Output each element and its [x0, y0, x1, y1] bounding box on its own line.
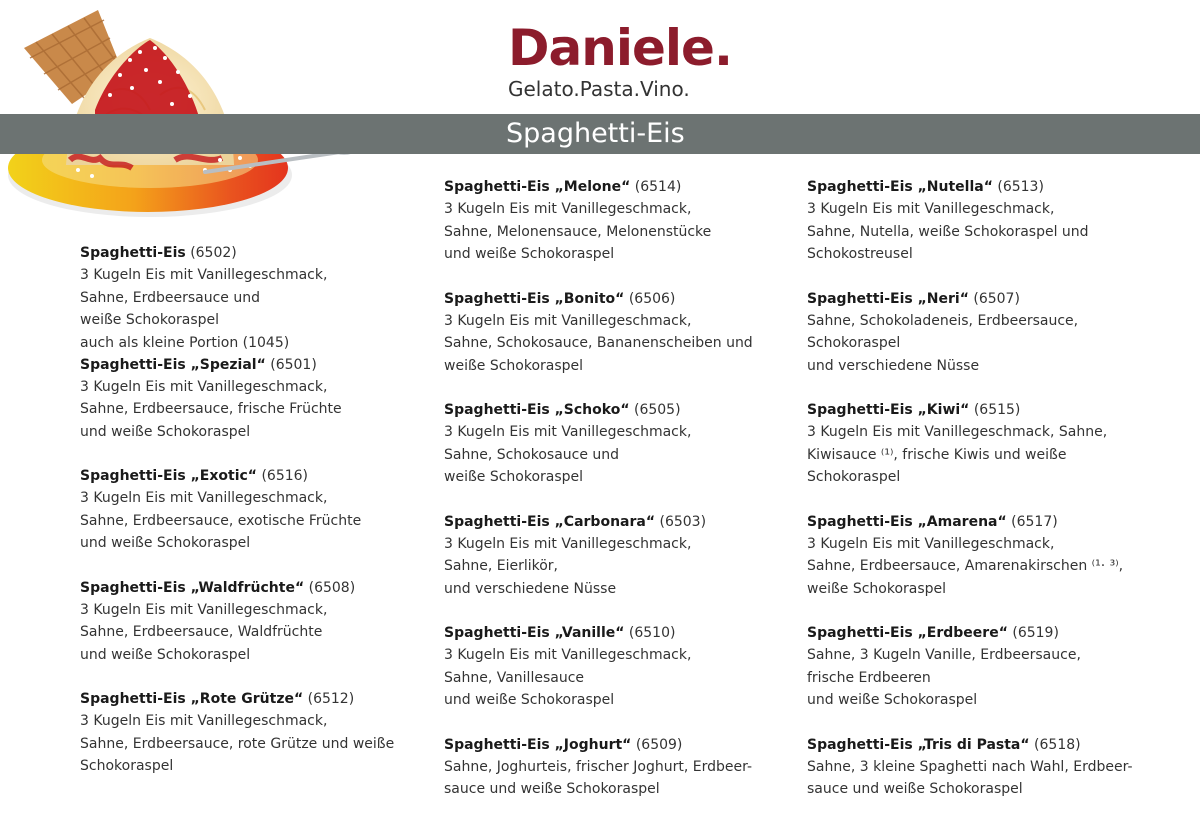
menu-item-description-line: 3 Kugeln Eis mit Vanillegeschmack,	[444, 201, 692, 218]
menu-item-code: (6509)	[635, 736, 683, 753]
menu-item-description-line: weiße Schokoraspel	[444, 357, 584, 374]
menu-item-code: (6501)	[270, 356, 317, 373]
menu-item	[80, 688, 425, 800]
menu-item-description-line: Sahne, Erdbeersauce, rote Grütze und weiße	[80, 735, 395, 752]
menu-item-name: Spaghetti-Eis	[80, 245, 186, 261]
menu-item-description-line: 3 Kugeln Eis mit Vanillegeschmack,	[80, 713, 328, 730]
menu-item-description-line: Sahne, Erdbeersauce, exotische Früchte	[80, 512, 362, 529]
menu-item	[444, 511, 789, 623]
menu-item	[807, 399, 1152, 511]
menu-item-description-line: Sahne, Erdbeersauce, Waldfrüchte	[80, 624, 323, 641]
menu-item-description-line: weiße Schokoraspel	[807, 580, 947, 597]
menu-item-description-line: Sahne, Melonensauce, Melonenstücke	[444, 223, 712, 240]
menu-item-description-line: 3 Kugeln Eis mit Vanillegeschmack,	[444, 312, 692, 329]
menu-item-name: Spaghetti-Eis „Carbonara“	[444, 513, 656, 530]
menu-item-name: Spaghetti-Eis „Exotic“	[80, 468, 258, 484]
menu-item-description-line: sauce und weiße Schokoraspel	[444, 781, 660, 798]
menu-item-description-line: Sahne, Erdbeersauce und	[80, 289, 260, 306]
menu-item-description-line: und weiße Schokoraspel	[80, 535, 251, 552]
menu-item-description-line: sauce und weiße Schokoraspel	[807, 781, 1023, 798]
menu-item	[807, 511, 1152, 623]
menu-item	[444, 288, 789, 400]
menu-item-description-line: 3 Kugeln Eis mit Vanillegeschmack,	[807, 201, 1055, 218]
menu-item-code: (6515)	[973, 402, 1021, 418]
menu-item-description-line: 3 Kugeln Eis mit Vanillegeschmack,	[444, 535, 692, 552]
menu-item	[807, 288, 1152, 400]
menu-item-description-line: 3 Kugeln Eis mit Vanillegeschmack, Sahne,	[807, 424, 1108, 441]
menu-item-name: Spaghetti-Eis „Bonito“	[444, 290, 625, 307]
menu-item-name: Spaghetti-Eis „Nutella“	[807, 179, 993, 195]
menu-column-3	[807, 176, 1152, 830]
menu-item-name: Spaghetti-Eis „Rote Grütze“	[80, 691, 304, 707]
menu-item-description-line: 3 Kugeln Eis mit Vanillegeschmack,	[80, 490, 328, 507]
menu-item-description-line: Sahne, Nutella, weiße Schokoraspel und	[807, 223, 1089, 240]
menu-item-code: (6512)	[307, 691, 355, 707]
menu-item-description-line: Sahne, Schokosauce, Bananenscheiben und	[444, 335, 753, 352]
menu-item-code: (6508)	[308, 579, 356, 596]
menu-item-description-line: Sahne, Vanillesauce	[444, 669, 585, 686]
menu-item-description-line: Sahne, Schokosauce und	[444, 446, 620, 463]
menu-item-description-line: Sahne, Schokoladeneis, Erdbeersauce,	[807, 312, 1079, 329]
menu-item	[444, 176, 789, 288]
menu-item-name: Spaghetti-Eis „Tris di Pasta“	[807, 736, 1030, 753]
menu-item-description-line: 3 Kugeln Eis mit Vanillegeschmack,	[444, 647, 692, 664]
menu-item	[807, 176, 1152, 288]
menu-item-description-line: und weiße Schokoraspel	[444, 246, 615, 263]
menu-item-name: Spaghetti-Eis „Kiwi“	[807, 402, 970, 418]
menu-item-description-line: Schokoraspel	[807, 469, 901, 486]
menu-item-description-line: Kiwisauce ⁽¹⁾, frische Kiwis und weiße	[807, 446, 1067, 463]
menu-column-2	[444, 176, 789, 830]
menu-item-description-line: Sahne, Erdbeersauce, frische Früchte	[80, 401, 342, 418]
menu-item-description-line: 3 Kugeln Eis mit Vanillegeschmack,	[80, 267, 328, 284]
menu-column-1	[80, 242, 425, 800]
menu-item	[444, 734, 789, 830]
menu-item-name: Spaghetti-Eis „Erdbeere“	[807, 625, 1008, 641]
menu-item-code: (6507)	[973, 290, 1020, 307]
menu-item	[444, 622, 789, 734]
menu-item-code: (6516)	[261, 468, 309, 484]
menu-item-description-line: frische Erdbeeren	[807, 669, 931, 686]
menu-item	[807, 622, 1152, 734]
menu-item-description-line: Sahne, 3 Kugeln Vanille, Erdbeersauce,	[807, 647, 1081, 664]
menu-item-name: Spaghetti-Eis „Amarena“	[807, 513, 1007, 530]
menu-item-description-line: und verschiedene Nüsse	[807, 357, 980, 374]
menu-item-name: Spaghetti-Eis „Joghurt“	[444, 736, 632, 753]
section-title-band	[0, 114, 1200, 154]
menu-item-description-line: auch als kleine Portion (1045)	[80, 334, 290, 351]
menu-item-description-line: und weiße Schokoraspel	[807, 692, 978, 709]
menu-item-description-line: und verschiedene Nüsse	[444, 580, 617, 597]
menu-item	[80, 242, 425, 354]
menu-item-description-line: Sahne, Joghurteis, frischer Joghurt, Erdbeer-	[444, 758, 752, 775]
brand-logo	[508, 19, 732, 101]
menu-item-description-line: Schokostreusel	[807, 246, 913, 263]
menu-item-description-line: 3 Kugeln Eis mit Vanillegeschmack,	[80, 601, 328, 618]
menu-item-description-line: weiße Schokoraspel	[444, 469, 584, 486]
brand-tagline: Gelato.Pasta.Vino.	[508, 77, 690, 101]
menu-item	[80, 465, 425, 577]
menu-item-code: (6513)	[997, 179, 1044, 195]
menu-item-code: (6510)	[628, 625, 676, 641]
menu-item-name: Spaghetti-Eis „Spezial“	[80, 356, 266, 373]
menu-item-description-line: weiße Schokoraspel	[80, 312, 220, 329]
menu-item-code: (6503)	[659, 513, 707, 530]
menu-item-description-line: 3 Kugeln Eis mit Vanillegeschmack,	[444, 424, 692, 441]
menu-item-name: Spaghetti-Eis „Vanille“	[444, 625, 625, 641]
menu-item-code: (6517)	[1011, 513, 1058, 530]
menu-item-code: (6518)	[1034, 736, 1081, 753]
menu-item-code: (6505)	[633, 402, 681, 418]
menu-item-description-line: Schokoraspel	[80, 758, 174, 775]
menu-item-code: (6502)	[190, 245, 237, 261]
menu-item	[80, 577, 425, 689]
menu-item-name: Spaghetti-Eis „Waldfrüchte“	[80, 579, 305, 596]
menu-item-description-line: Schokoraspel	[807, 335, 901, 352]
section-title: Spaghetti-Eis	[506, 118, 685, 149]
menu-item-name: Spaghetti-Eis „Melone“	[444, 179, 631, 195]
menu-item-description-line: und weiße Schokoraspel	[80, 423, 251, 440]
menu-item-description-line: 3 Kugeln Eis mit Vanillegeschmack,	[80, 378, 328, 395]
menu-item-description-line: und weiße Schokoraspel	[80, 646, 251, 663]
menu-item-code: (6506)	[628, 290, 676, 307]
menu-item-code: (6514)	[634, 179, 682, 195]
menu-item-description-line: Sahne, Erdbeersauce, Amarenakirschen ⁽¹· ³⁾,	[807, 558, 1124, 575]
menu-item	[80, 354, 425, 466]
menu-item-code: (6519)	[1012, 625, 1059, 641]
menu-item-description-line: und weiße Schokoraspel	[444, 692, 615, 709]
menu-item	[444, 399, 789, 511]
menu-item	[807, 734, 1152, 830]
menu-item-description-line: 3 Kugeln Eis mit Vanillegeschmack,	[807, 535, 1055, 552]
menu-item-name: Spaghetti-Eis „Neri“	[807, 290, 969, 307]
menu-item-description-line: Sahne, 3 kleine Spaghetti nach Wahl, Erdbeer-	[807, 758, 1133, 775]
brand-name: Daniele.	[508, 19, 732, 77]
menu-item-description-line: Sahne, Eierlikör,	[444, 558, 558, 575]
menu-item-name: Spaghetti-Eis „Schoko“	[444, 402, 630, 418]
